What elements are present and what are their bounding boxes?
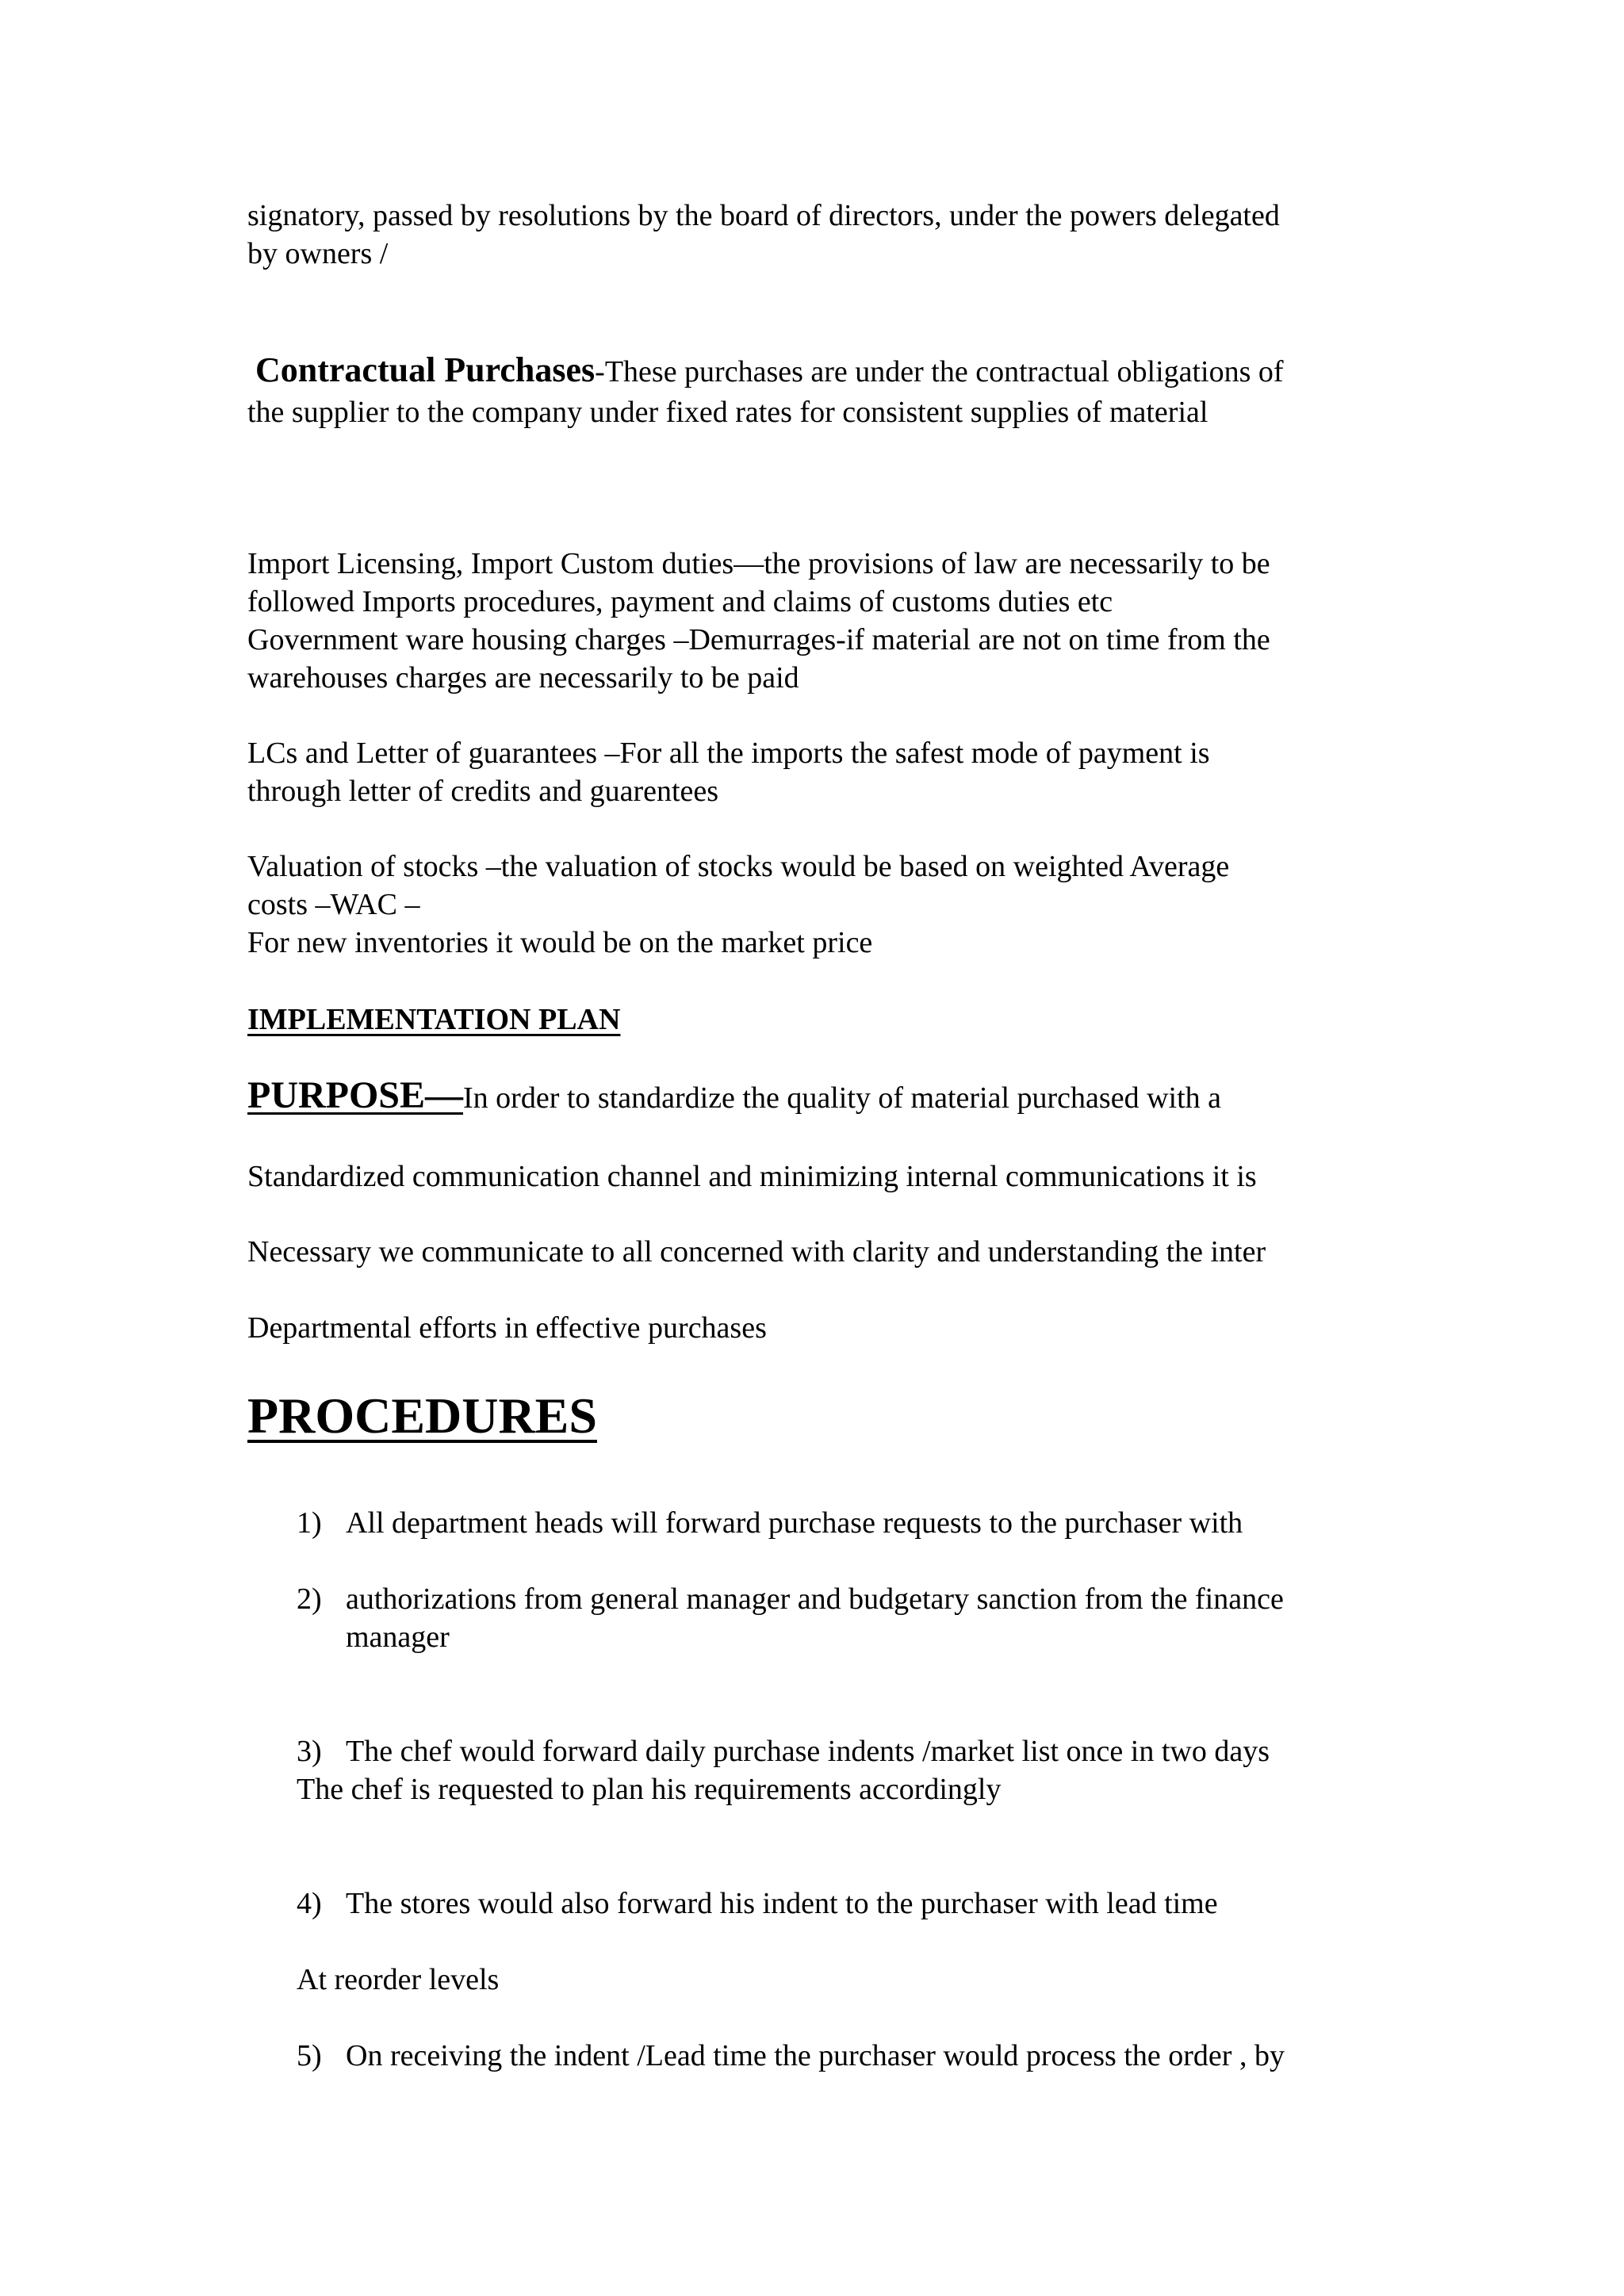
- procedure-number-3: 3): [297, 1735, 322, 1768]
- lcs-line-2: through letter of credits and guarentees: [247, 775, 719, 808]
- procedure-number-4: 4): [297, 1887, 322, 1920]
- contractual-text-2: the supplier to the company under fixed rates for consistent supplies of material: [247, 396, 1208, 429]
- purpose-label: PURPOSE—: [247, 1074, 464, 1116]
- imports-line-1: Import Licensing, Import Custom duties—the provisions of law are necessarily to be: [247, 547, 1270, 580]
- procedures-heading-line: [247, 1387, 597, 1445]
- valuation-line-1: Valuation of stocks –the valuation of stocks would be based on weighted Average: [247, 850, 1230, 883]
- procedure-item-4: [297, 1885, 1218, 1923]
- procedure-text-3: The chef would forward daily purchase indents /market list once in two days: [346, 1735, 1270, 1768]
- procedure-number-5: 5): [297, 2039, 322, 2072]
- lcs-line-1: LCs and Letter of guarantees –For all the imports the safest mode of payment is: [247, 737, 1210, 770]
- procedure-text-1: All department heads will forward purchase requests to the purchaser with: [346, 1506, 1243, 1540]
- imports-line-4: warehouses charges are necessarily to be paid: [247, 661, 799, 695]
- procedure-item-1: [297, 1504, 1243, 1542]
- procedure-text-4-cont: At reorder levels: [297, 1963, 500, 1996]
- imports-line-3: Government ware housing charges –Demurrages-if material are not on time from the: [247, 623, 1270, 656]
- purpose-line-4: Departmental efforts in effective purchases: [247, 1311, 767, 1345]
- intro-line-2: by owners /: [247, 237, 389, 270]
- procedure-text-2-cont: manager: [346, 1621, 450, 1654]
- purpose-line-2: Standardized communication channel and minimizing internal communications it is: [247, 1160, 1257, 1193]
- purpose-line-1: [247, 1074, 1221, 1117]
- valuation-line-3: For new inventories it would be on the market price: [247, 926, 873, 959]
- intro-line-1: signatory, passed by resolutions by the board of directors, under the powers delegated: [247, 199, 1280, 232]
- procedure-text-4: The stores would also forward his indent to the purchaser with lead time: [346, 1887, 1218, 1920]
- procedure-text-2: authorizations from general manager and budgetary sanction from the finance: [346, 1582, 1284, 1616]
- purpose-line-3: Necessary we communicate to all concerned with clarity and understanding the inter: [247, 1235, 1266, 1269]
- contractual-text-1: -These purchases are under the contractual obligations of: [595, 355, 1284, 388]
- procedure-item-2: [297, 1580, 1284, 1618]
- procedure-text-5: On receiving the indent /Lead time the purchaser would process the order , by: [346, 2039, 1285, 2072]
- contractual-paragraph-line-1: [255, 351, 1284, 391]
- imports-line-2: followed Imports procedures, payment and claims of customs duties etc: [247, 585, 1113, 618]
- implementation-heading: IMPLEMENTATION PLAN: [247, 1003, 621, 1036]
- procedure-item-3: [297, 1732, 1270, 1770]
- implementation-heading-line: [247, 1001, 620, 1039]
- procedure-item-5: [297, 2037, 1285, 2075]
- procedure-number-1: 1): [297, 1506, 322, 1540]
- contractual-title: Contractual Purchases: [255, 350, 596, 389]
- procedure-text-3-cont: The chef is requested to plan his requirements accordingly: [297, 1773, 1002, 1806]
- procedure-number-2: 2): [297, 1582, 322, 1616]
- valuation-line-2: costs –WAC –: [247, 888, 420, 921]
- purpose-text-1: In order to standardize the quality of material purchased with a: [463, 1081, 1221, 1115]
- procedures-heading: PROCEDURES: [247, 1387, 597, 1444]
